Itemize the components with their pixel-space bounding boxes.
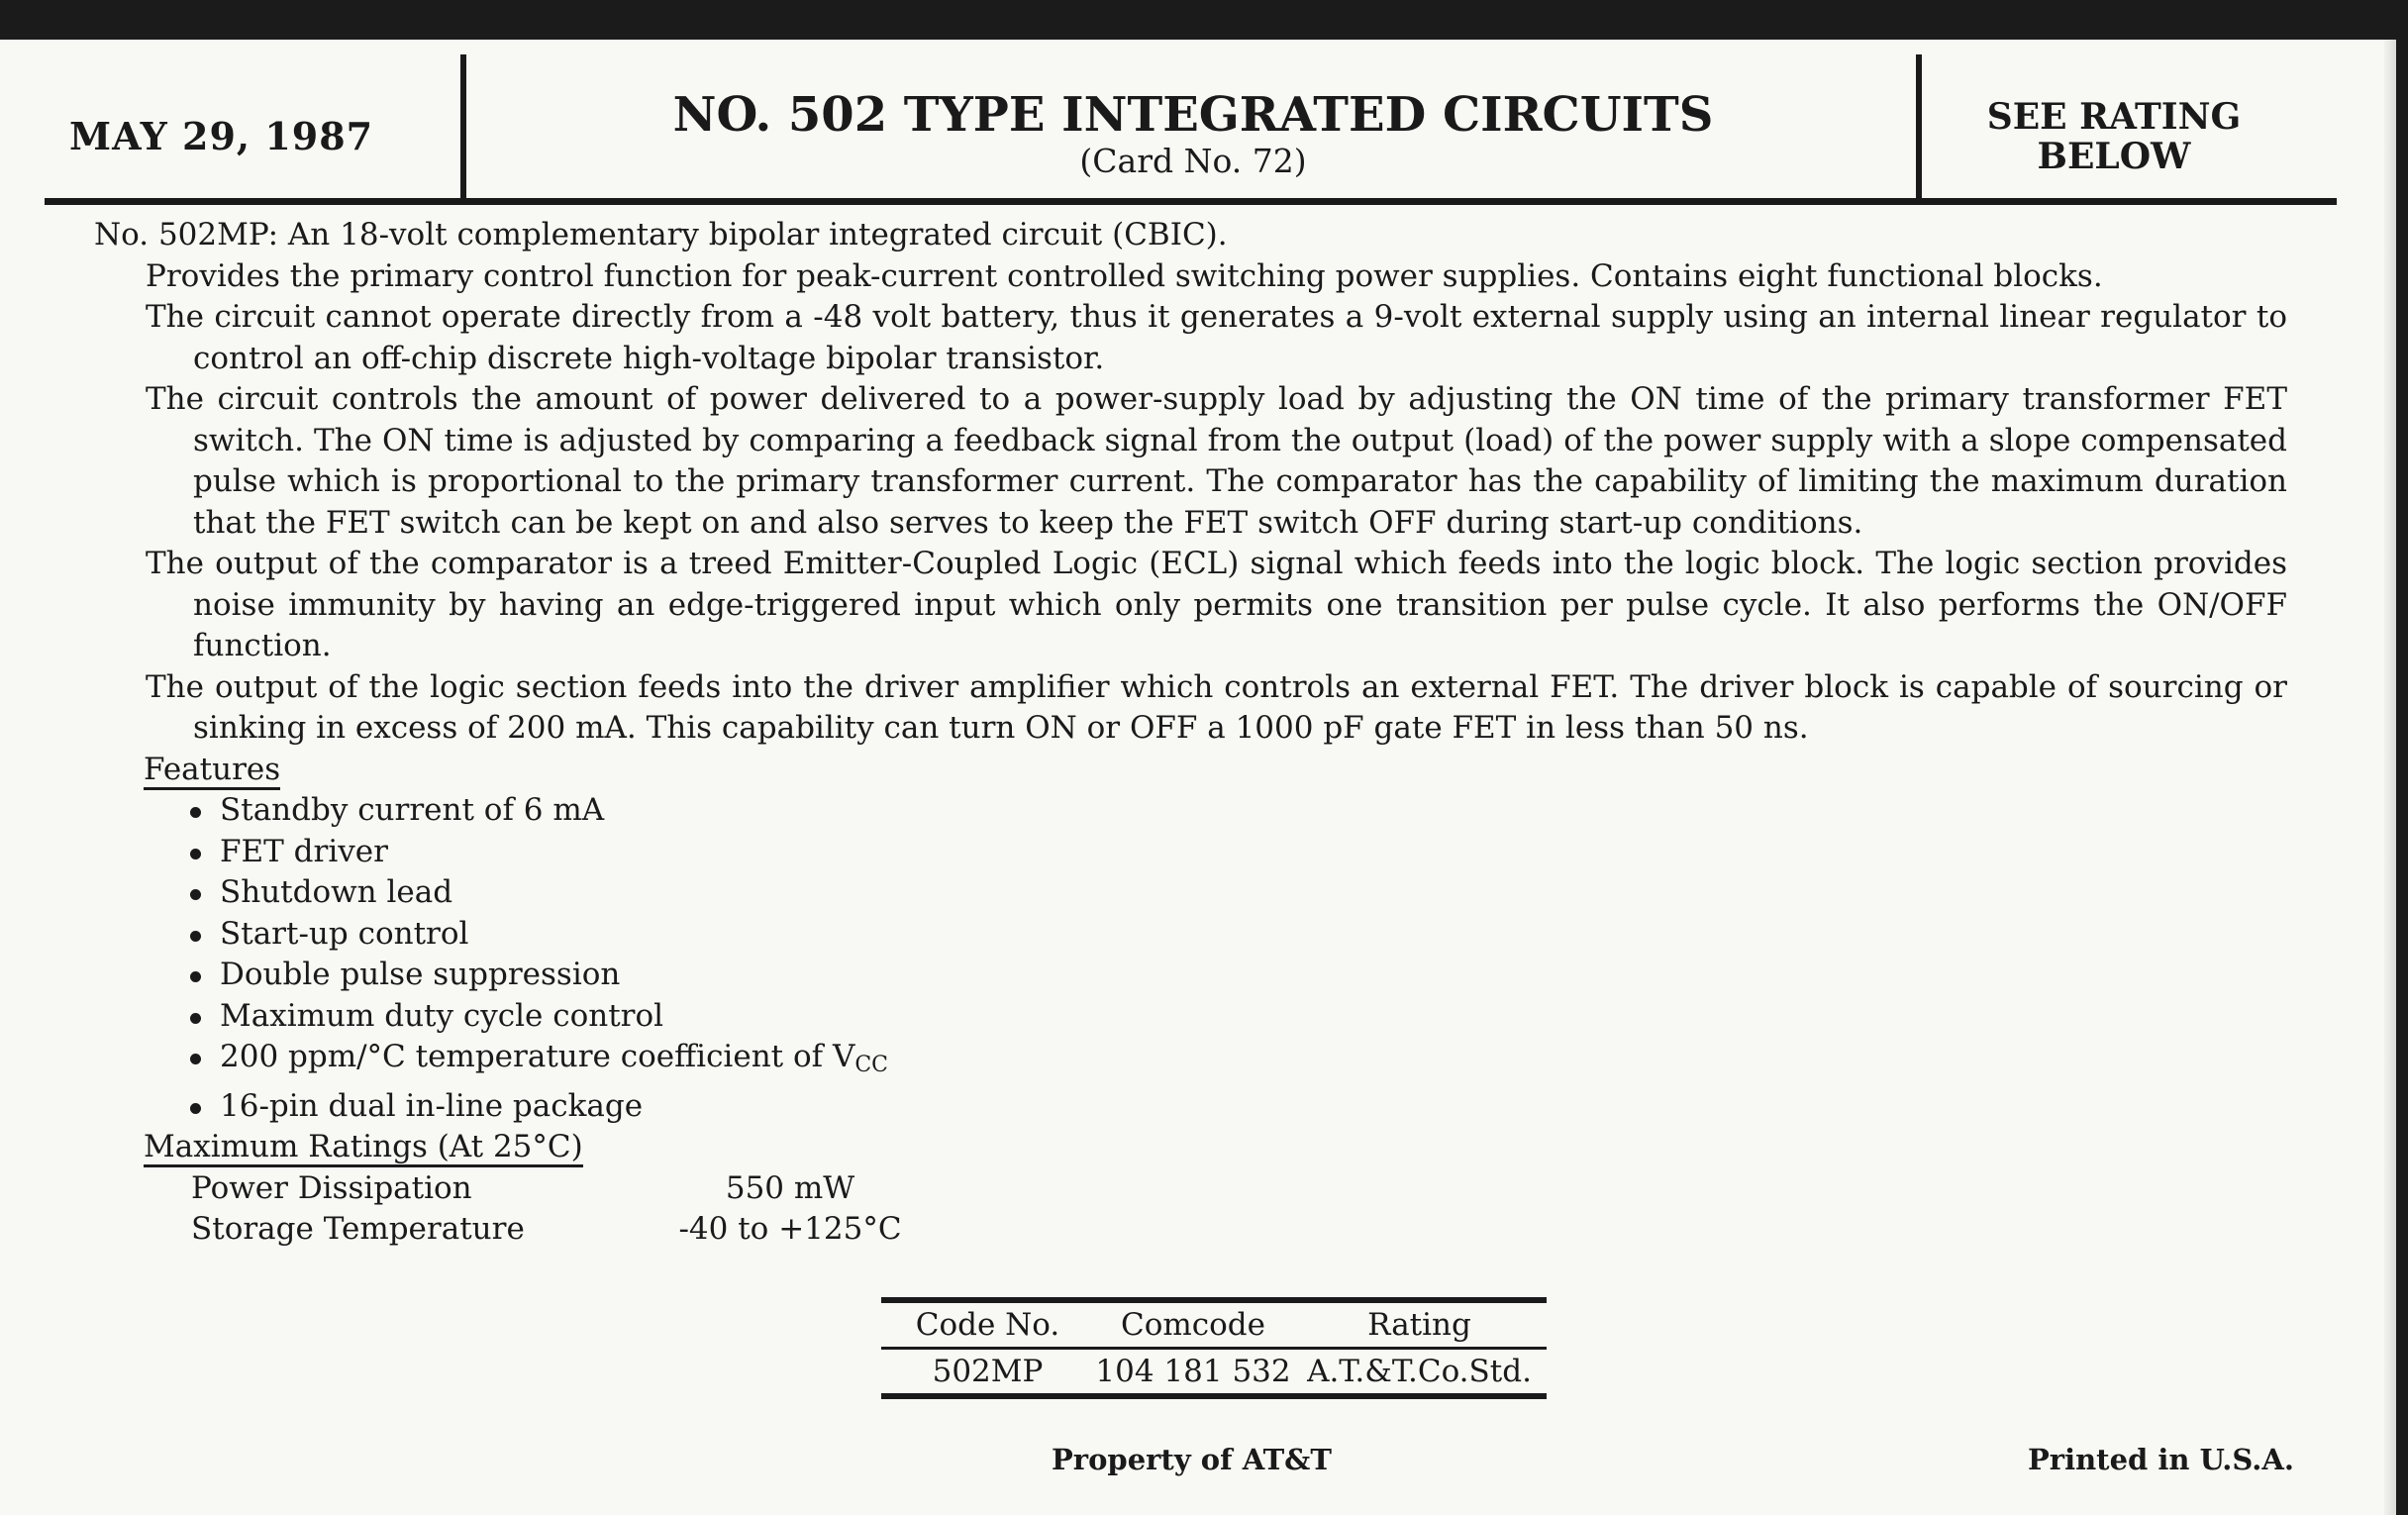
feature-item: Start-up control [188,914,2287,956]
feature-item: Double pulse suppression [188,955,2287,996]
header-divider-left [460,54,466,203]
table-rule-bottom [881,1393,1547,1399]
card-body [94,215,2287,1251]
printed-note: Printed in U.S.A. [2028,1443,2294,1476]
rating-row [191,1168,2287,1210]
feature-item: FET driver [188,832,2287,873]
card-title: NO. 502 TYPE INTEGRATED CIRCUITS [672,87,1714,143]
intro-line: No. 502MP: An 18-volt complementary bipolar integrated circuit (CBIC). [94,217,1228,252]
paragraph: The circuit cannot operate directly from a -48 volt battery, thus it generates a 9-volt external supply using an internal linear regulator to control an off-chip discrete high-voltage bipolar transistor. [146,299,2287,376]
rating-label: Storage Temperature [191,1211,525,1247]
paragraph: The circuit controls the amount of power delivered to a power-supply load by adjusting the ON time of the primary transformer FET switch. The ON time is adjusted by comparing a feedback signal from the output (load) of the power supply with a slope compensated pulse which is proportional to the primary transformer current. The comparator has the capability of limiting the maximum duration that the FET switch can be kept on and also serves to keep the FET switch OFF during start-up conditions. [146,381,2287,541]
rating-note-line1: SEE RATING [1986,96,2242,138]
rating-note-line2: BELOW [2037,136,2191,177]
feature-item: 16-pin dual in-line package [188,1086,2287,1128]
cell-rating: A.T.&T.Co.Std. [1307,1354,1532,1389]
ratings-heading: Maximum Ratings (At 25°C) [94,1127,2287,1168]
rating-label: Power Dissipation [191,1169,472,1206]
card-number: (Card No. 72) [1079,142,1307,180]
property-note: Property of AT&T [1052,1443,1332,1476]
ratings-list [94,1168,2287,1251]
card-date: MAY 29, 1987 [69,114,374,158]
rating-value: -40 to +125°C [678,1211,902,1247]
rating-note [1926,97,2302,176]
rating-value: 550 mW [725,1169,855,1206]
paragraph: The output of the logic section feeds into the driver amplifier which controls an external FET. The driver block is capable of sourcing or sinking in excess of 200 mA. This capability can turn ON or OFF a 1000 pF gate FET in less than 50 ns. [146,668,2287,746]
header-divider-right [1916,54,1922,203]
feature-item: Shutdown lead [188,872,2287,914]
cell-code-no: 502MP [932,1354,1044,1389]
features-heading: Features [94,750,2287,791]
rating-row [191,1209,2287,1251]
feature-item: Maximum duty cycle control [188,996,2287,1038]
header-rule [45,198,2337,205]
table-row [881,1350,1547,1393]
header-comcode: Comcode [1121,1307,1265,1343]
feature-item: 200 ppm/°C temperature coefficient of $V_{CC}$ [188,1037,2287,1086]
features-list [94,790,2287,1127]
cell-comcode: 104 181 532 [1095,1354,1291,1389]
table-header-row [881,1303,1547,1347]
paragraph: Provides the primary control function for peak-current controlled switching power supplies. Contains eight functional blocks. [146,257,2103,294]
code-table [881,1297,1547,1399]
paragraph: The output of the comparator is a treed Emitter-Coupled Logic (ECL) signal which feeds into the logic block. The logic section provides noise immunity by having an edge-triggered input which only permits one transition per pulse cycle. It also performs the ON/OFF function. [146,546,2287,663]
catalog-card [0,40,2396,1515]
feature-item: Standby current of 6 mA [188,790,2287,832]
header-code-no: Code No. [915,1307,1060,1343]
header-rating: Rating [1367,1307,1471,1343]
